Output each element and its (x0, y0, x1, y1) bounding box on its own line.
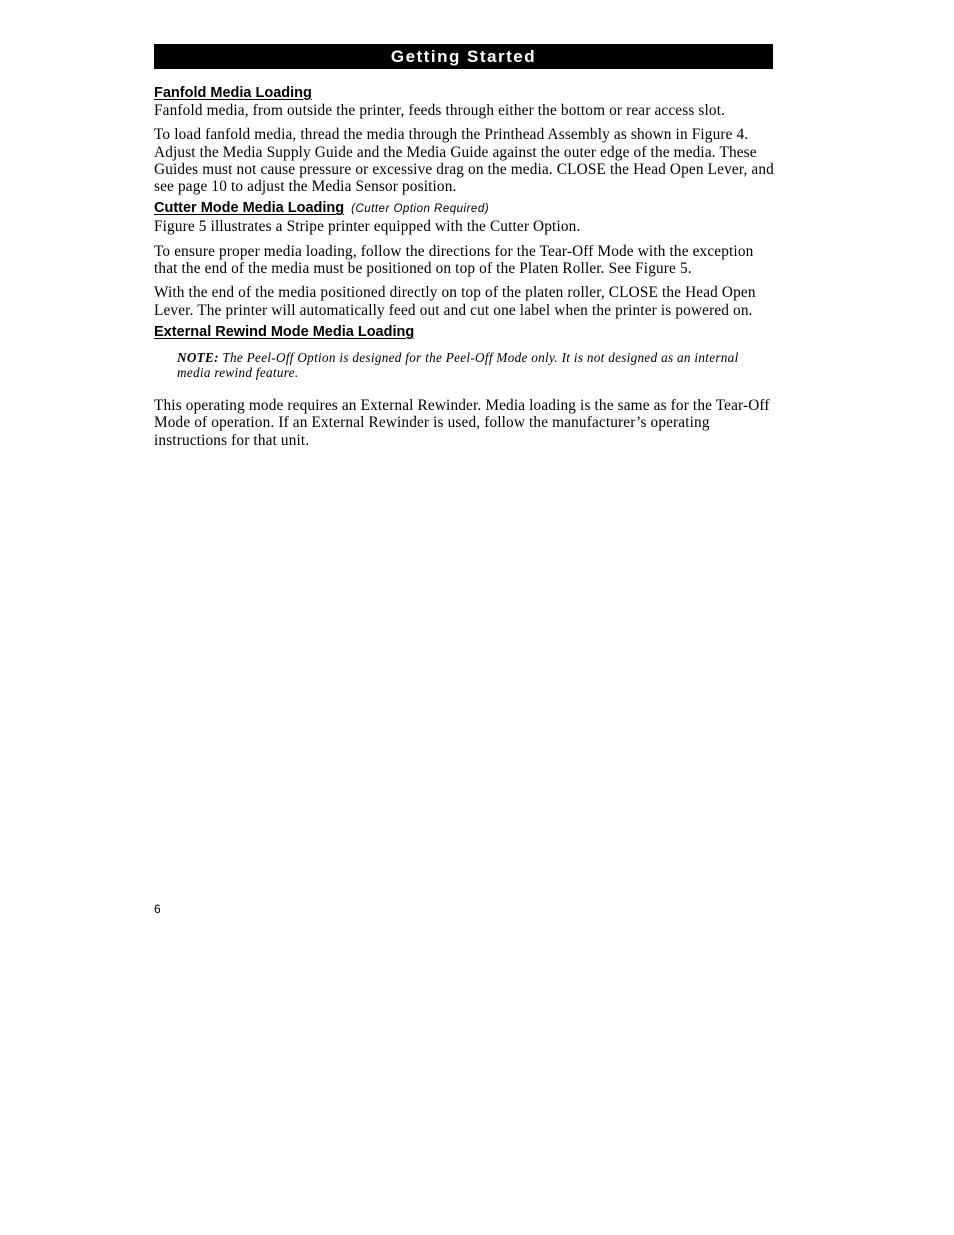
page-content (154, 84, 774, 456)
cutter-heading-text: Cutter Mode Media Loading (154, 200, 345, 217)
cutter-paragraph-2: To ensure proper media loading, follow the directions for the Tear-Off Mode with the exception that the end of the media must be positioned on top of the Platen Roller. See Figure 5. (154, 242, 754, 278)
fanfold-paragraph-1: Fanfold media, from outside the printer, feeds through either the bottom or rear access slot. (154, 102, 726, 119)
rewind-note (177, 350, 774, 381)
rewind-heading: External Rewind Mode Media Loading (154, 323, 415, 340)
fanfold-heading: Fanfold Media Loading (154, 85, 312, 101)
cutter-heading (154, 199, 774, 218)
page-number: 6 (154, 902, 161, 916)
section-title: Getting Started (390, 46, 537, 66)
cutter-paragraph-3: With the end of the media positioned directly on top of the platen roller, CLOSE the Head Open Lever. The printer will automatically feed out and cut one label when the printer is powered on. (154, 284, 756, 319)
cutter-subheading: (Cutter Option Required) (351, 203, 490, 216)
section-title-bar (154, 44, 773, 69)
note-text: The Peel-Off Option is designed for the Peel-Off Mode only. It is not designed as an internal media rewind feature. (177, 349, 739, 381)
cutter-paragraph-1: Figure 5 illustrates a Stripe printer equipped with the Cutter Option. (154, 218, 581, 236)
fanfold-paragraph-2: To load fanfold media, thread the media through the Printhead Assembly as shown in Figure 4. Adjust the Media Supply Guide and the Media Guide against the outer edge of the media. These Guides must not cause pressure or excessive drag on the media. CLOSE the Head Open Lever, and see page 10 to adjust the Media Sensor position. (154, 126, 774, 196)
note-label: NOTE: (177, 349, 219, 365)
rewind-paragraph-1: This operating mode requires an External Rewinder. Media loading is the same as for the Tear-Off Mode of operation. If an External Rewinder is used, follow the manufacturer’s operating instructions for that unit. (154, 396, 770, 449)
